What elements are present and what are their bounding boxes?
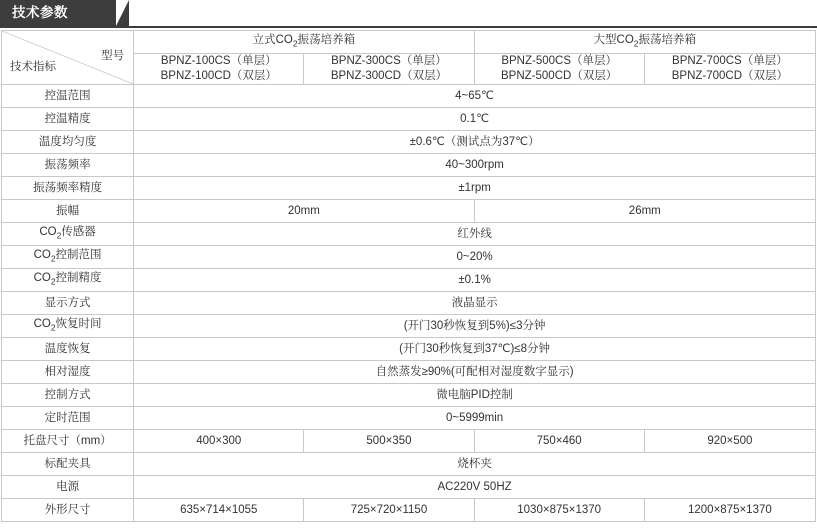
row-value-cell: 1200×875×1370 <box>644 499 815 522</box>
subscript: 2 <box>292 38 298 49</box>
table-corner-cell <box>2 31 134 85</box>
model-name-line: BPNZ-300CD（双层） <box>330 70 448 82</box>
table-row <box>2 246 816 269</box>
table-row <box>2 292 816 315</box>
table-row <box>2 384 816 407</box>
table-row <box>2 269 816 292</box>
row-value-cell: 液晶显示 <box>134 292 816 315</box>
row-value-cell: 微电脑PID控制 <box>134 384 816 407</box>
model-name-line: BPNZ-700CS（单层） <box>672 55 788 67</box>
row-value-cell: ±1rpm <box>134 177 816 200</box>
subscript: 2 <box>56 230 62 241</box>
row-value-cell: 0~5999min <box>134 407 816 430</box>
subscript: 2 <box>50 322 56 333</box>
row-value-cell: 400×300 <box>134 430 304 453</box>
corner-row-header: 型号 <box>101 50 125 62</box>
row-label-cell: $CO_2$控制范围 <box>2 246 134 269</box>
row-label-cell: 相对湿度 <box>2 361 134 384</box>
table-header-row-groups <box>2 31 816 54</box>
model-name-line: BPNZ-500CS（单层） <box>501 55 617 67</box>
section-banner <box>0 0 817 26</box>
table-row <box>2 108 816 131</box>
row-value-cell: ±0.1% <box>134 269 816 292</box>
corner-col-header: 技术指标 <box>10 61 56 73</box>
group-header-cell: 大型$CO_2$振荡培养箱 <box>474 31 815 54</box>
subscript: 2 <box>50 253 56 264</box>
row-label-cell: 温度均匀度 <box>2 131 134 154</box>
model-name-line: BPNZ-300CS（单层） <box>331 55 447 67</box>
table-row <box>2 177 816 200</box>
row-label-cell: $CO_2$恢复时间 <box>2 315 134 338</box>
table-row <box>2 407 816 430</box>
model-name-line: BPNZ-500CD（双层） <box>501 70 618 82</box>
table-row <box>2 499 816 522</box>
specifications-table <box>1 30 816 522</box>
model-header-cell <box>134 54 304 85</box>
row-value-cell: 红外线 <box>134 223 816 246</box>
row-label-cell: 控温范围 <box>2 85 134 108</box>
table-row <box>2 200 816 223</box>
row-value-cell: 26mm <box>474 200 815 223</box>
table-row <box>2 453 816 476</box>
row-value-cell: 750×460 <box>474 430 644 453</box>
row-label-cell: 控制方式 <box>2 384 134 407</box>
row-label-cell: 振幅 <box>2 200 134 223</box>
subscript: 2 <box>633 38 639 49</box>
row-value-cell: 635×714×1055 <box>134 499 304 522</box>
row-value-cell: 4~65℃ <box>134 85 816 108</box>
row-value-cell: 20mm <box>134 200 474 223</box>
row-label-cell: 振荡频率 <box>2 154 134 177</box>
row-value-cell: 烧杯夹 <box>134 453 816 476</box>
row-label-cell: $CO_2$传感器 <box>2 223 134 246</box>
row-label-cell: 电源 <box>2 476 134 499</box>
row-value-cell: (开门30秒恢复到37℃)≤8分钟 <box>134 338 816 361</box>
table-row <box>2 131 816 154</box>
subscript: 2 <box>50 276 56 287</box>
row-value-cell: 0.1℃ <box>134 108 816 131</box>
row-value-cell: 500×350 <box>304 430 474 453</box>
row-value-cell: 自然蒸发≥90%(可配相对湿度数字显示) <box>134 361 816 384</box>
model-header-cell <box>474 54 644 85</box>
row-label-cell: 标配夹具 <box>2 453 134 476</box>
row-label-cell: 控温精度 <box>2 108 134 131</box>
row-label-cell: 外形尺寸 <box>2 499 134 522</box>
table-row <box>2 154 816 177</box>
row-label-cell: 温度恢复 <box>2 338 134 361</box>
row-label-cell: 定时范围 <box>2 407 134 430</box>
row-label-cell: 托盘尺寸（mm） <box>2 430 134 453</box>
model-name-line: BPNZ-100CD（双层） <box>160 70 277 82</box>
table-row <box>2 315 816 338</box>
table-row <box>2 361 816 384</box>
row-value-cell: 1030×875×1370 <box>474 499 644 522</box>
model-name-line: BPNZ-100CS（单层） <box>160 55 277 67</box>
banner-rule <box>0 26 817 28</box>
row-value-cell: 0~20% <box>134 246 816 269</box>
table-row <box>2 430 816 453</box>
table-row <box>2 223 816 246</box>
row-value-cell: 40~300rpm <box>134 154 816 177</box>
model-name-line: BPNZ-700CD（双层） <box>671 70 789 82</box>
table-row <box>2 85 816 108</box>
table-row <box>2 476 816 499</box>
row-value-cell: AC220V 50HZ <box>134 476 816 499</box>
row-value-cell: (开门30秒恢复到5%)≤3分钟 <box>134 315 816 338</box>
row-label-cell: 显示方式 <box>2 292 134 315</box>
row-value-cell: 725×720×1150 <box>304 499 474 522</box>
model-header-cell <box>304 54 474 85</box>
model-header-cell <box>644 54 815 85</box>
table-row <box>2 338 816 361</box>
row-label-cell: $CO_2$控制精度 <box>2 269 134 292</box>
row-value-cell: 920×500 <box>644 430 815 453</box>
row-value-cell: ±0.6℃（测试点为37℃） <box>134 131 816 154</box>
group-header-cell: 立式$CO_2$振荡培养箱 <box>134 31 474 54</box>
page-title: 技术参数 <box>12 5 68 20</box>
row-label-cell: 振荡频率精度 <box>2 177 134 200</box>
